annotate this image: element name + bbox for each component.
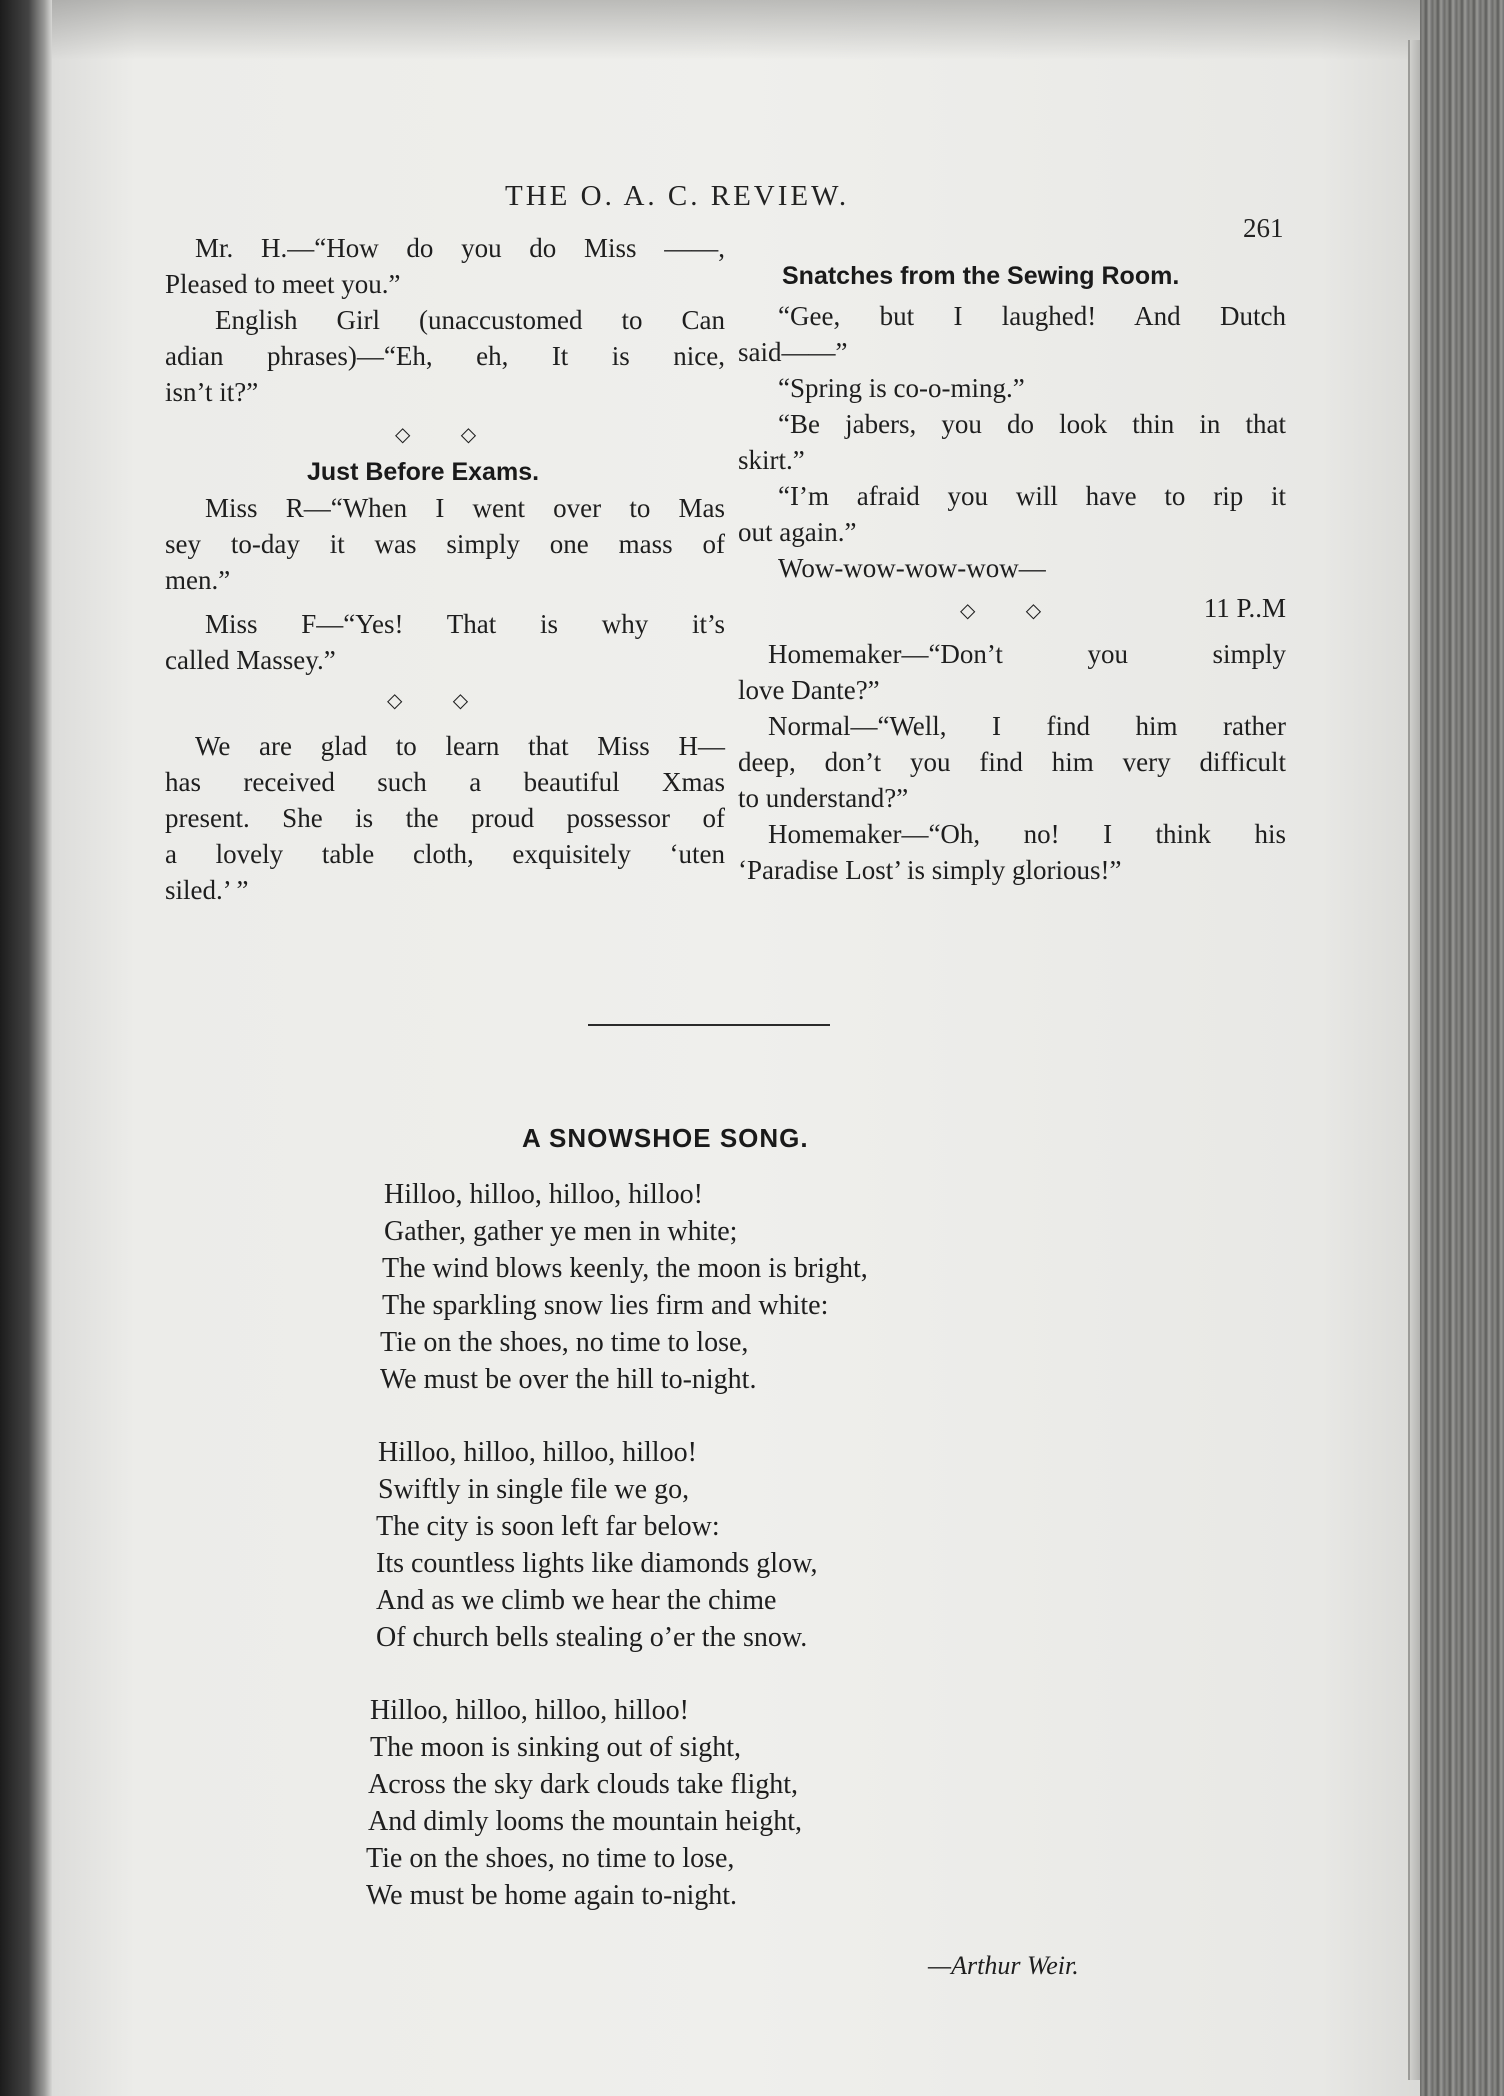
text-line: deep, don’t you find him very difficult <box>738 747 1286 777</box>
poem-line: Its countless lights like diamonds glow, <box>376 1548 818 1579</box>
divider-row <box>738 590 1286 630</box>
dialogue-block <box>738 636 1286 888</box>
poem-line: Across the sky dark clouds take flight, <box>368 1769 799 1800</box>
poem-byline: —Arthur Weir. <box>928 1951 1079 1980</box>
poem-line: Tie on the shoes, no time to lose, <box>366 1843 735 1874</box>
poem-line: And as we climb we hear the chime <box>376 1585 777 1616</box>
poem-line: Hilloo, hilloo, hilloo, hilloo! <box>370 1695 689 1726</box>
section-heading: Just Before Exams. <box>307 458 540 486</box>
paragraph <box>165 728 725 908</box>
text-line: a lovely table cloth, exquisitely ‘uten <box>165 839 725 869</box>
poem-line: The city is soon left far below: <box>376 1511 720 1542</box>
text-line: said——” <box>738 337 848 367</box>
text-line: Homemaker—“Oh, no! I think his <box>768 819 1286 849</box>
stanza <box>366 1692 1016 1914</box>
poem-line: The wind blows keenly, the moon is bright, <box>382 1253 868 1284</box>
book-binding <box>0 0 52 2096</box>
text-line: adian phrases)—“Eh, eh, It is nice, <box>165 341 725 371</box>
text-line: Miss F—“Yes! That is why it’s <box>205 609 725 639</box>
text-line: English Girl (unaccustomed to Can <box>215 305 725 335</box>
ornament: ◇ ◇ <box>387 688 491 712</box>
poem-line: We must be over the hill to-night. <box>380 1364 757 1395</box>
poem-line: Hilloo, hilloo, hilloo, hilloo! <box>378 1437 697 1468</box>
text-line: love Dante?” <box>738 675 880 705</box>
text-line: Wow-wow-wow-wow— <box>778 553 1046 583</box>
poem-line: Tie on the shoes, no time to lose, <box>380 1327 749 1358</box>
dialogue-block <box>165 230 725 410</box>
text-line: Pleased to meet you.” <box>165 269 401 299</box>
poem-line: And dimly looms the mountain height, <box>368 1806 802 1837</box>
ornament: ◇ ◇ <box>960 598 1064 622</box>
text-line: ‘Paradise Lost’ is simply glorious!” <box>738 855 1122 885</box>
left-column <box>165 230 725 908</box>
text-line: “Gee, but I laughed! And Dutch <box>778 301 1286 331</box>
poem-title: A SNOWSHOE SONG. <box>522 1123 809 1153</box>
stanza <box>376 1176 1016 1398</box>
text-line: sey to-day it was simply one mass of <box>165 529 725 559</box>
text-line: called Massey.” <box>165 645 336 675</box>
text-line: isn’t it?” <box>165 377 259 407</box>
stanza <box>376 1434 1016 1656</box>
page-stack-edge <box>1420 0 1504 2096</box>
text-line: men.” <box>165 565 231 595</box>
text-line: to understand?” <box>738 783 909 813</box>
section-heading: Snatches from the Sewing Room. <box>782 262 1180 290</box>
text-line: “Spring is co-o-ming.” <box>778 373 1025 403</box>
text-line: siled.’ ” <box>165 875 249 905</box>
text-line: Miss R—“When I went over to Mas <box>205 493 725 523</box>
dialogue-block <box>738 298 1286 586</box>
time-note: 11 P..M <box>1203 593 1286 623</box>
text-line: “I’m afraid you will have to rip it <box>778 481 1286 511</box>
ornament: ◇ ◇ <box>395 422 499 446</box>
poem-line: The moon is sinking out of sight, <box>370 1732 741 1763</box>
poem-line: The sparkling snow lies firm and white: <box>382 1290 829 1321</box>
text-line: Mr. H.—“How do you do Miss ——, <box>195 233 725 263</box>
poem-line: Of church bells stealing o’er the snow. <box>376 1622 808 1653</box>
poem-line: Hilloo, hilloo, hilloo, hilloo! <box>384 1179 703 1210</box>
text-line: present. She is the proud possessor of <box>165 803 725 833</box>
poem-line: We must be home again to-night. <box>366 1880 737 1911</box>
text-line: skirt.” <box>738 445 805 475</box>
page-number: 261 <box>1243 213 1284 243</box>
section-rule <box>588 1024 830 1026</box>
dialogue-block <box>165 490 725 678</box>
text-line: We are glad to learn that Miss H— <box>195 731 725 761</box>
page-shadow <box>52 0 1432 60</box>
text-line: has received such a beautiful Xmas <box>165 767 725 797</box>
running-head: THE O. A. C. REVIEW. <box>505 180 850 212</box>
poem <box>366 1176 1016 1950</box>
poem-line: Swiftly in single file we go, <box>378 1474 690 1505</box>
text-line: out again.” <box>738 517 857 547</box>
text-line: “Be jabers, you do look thin in that <box>778 409 1286 439</box>
poem-line: Gather, gather ye men in white; <box>384 1216 738 1247</box>
text-line: Normal—“Well, I find him rather <box>768 711 1286 741</box>
right-column <box>738 258 1286 888</box>
text-line: Homemaker—“Don’t you simply <box>768 639 1286 669</box>
